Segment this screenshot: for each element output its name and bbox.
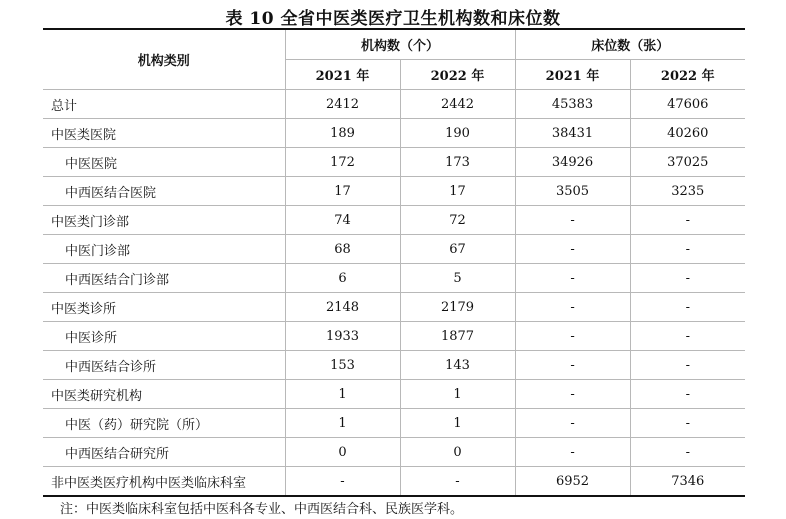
cell-value: -	[285, 467, 400, 497]
cell-value: 173	[400, 148, 515, 177]
cell-value: -	[515, 264, 630, 293]
cell-value: -	[630, 293, 745, 322]
table-row	[43, 206, 745, 235]
table-row	[43, 409, 745, 438]
table-row	[43, 119, 745, 148]
table-footnote: 注：中医类临床科室包括中医科各专业、中西医结合科、民族医学科。	[60, 502, 464, 517]
cell-value: -	[515, 438, 630, 467]
institutions-header: 机构数（个）	[285, 29, 515, 60]
table-row	[43, 322, 745, 351]
cell-value: -	[630, 351, 745, 380]
cell-value: 1	[400, 409, 515, 438]
cell-value: 38431	[515, 119, 630, 148]
table-row	[43, 351, 745, 380]
cell-value: -	[630, 409, 745, 438]
table-row	[43, 148, 745, 177]
cell-value: 0	[285, 438, 400, 467]
cell-value: 68	[285, 235, 400, 264]
cell-value: 1933	[285, 322, 400, 351]
row-label: 非中医类医疗机构中医类临床科室	[43, 467, 285, 497]
category-header: 机构类别	[43, 29, 285, 90]
cell-value: 67	[400, 235, 515, 264]
cell-value: 40260	[630, 119, 745, 148]
cell-value: 189	[285, 119, 400, 148]
data-table	[43, 28, 745, 497]
cell-value: 3505	[515, 177, 630, 206]
cell-value: 6	[285, 264, 400, 293]
row-label: 中西医结合诊所	[43, 351, 285, 380]
cell-value: 74	[285, 206, 400, 235]
table-row	[43, 293, 745, 322]
row-label: 中医诊所	[43, 322, 285, 351]
cell-value: -	[400, 467, 515, 497]
cell-value: 143	[400, 351, 515, 380]
cell-value: 72	[400, 206, 515, 235]
cell-value: 5	[400, 264, 515, 293]
table-row	[43, 235, 745, 264]
cell-value: -	[515, 380, 630, 409]
cell-value: 3235	[630, 177, 745, 206]
cell-value: 172	[285, 148, 400, 177]
row-label: 中西医结合研究所	[43, 438, 285, 467]
cell-value: -	[630, 235, 745, 264]
row-label: 中医类门诊部	[43, 206, 285, 235]
year-header: 2022 年	[630, 60, 745, 90]
cell-value: -	[515, 322, 630, 351]
cell-value: -	[630, 380, 745, 409]
cell-value: 1	[400, 380, 515, 409]
cell-value: -	[630, 438, 745, 467]
year-header: 2021 年	[515, 60, 630, 90]
cell-value: 2179	[400, 293, 515, 322]
table-row	[43, 264, 745, 293]
cell-value: 1	[285, 380, 400, 409]
table-row	[43, 380, 745, 409]
cell-value: -	[630, 264, 745, 293]
cell-value: 7346	[630, 467, 745, 497]
row-label: 中医医院	[43, 148, 285, 177]
row-label: 中医类研究机构	[43, 380, 285, 409]
row-label: 中医门诊部	[43, 235, 285, 264]
cell-value: 47606	[630, 90, 745, 119]
cell-value: -	[515, 351, 630, 380]
cell-value: 2412	[285, 90, 400, 119]
cell-value: 17	[285, 177, 400, 206]
cell-value: 1877	[400, 322, 515, 351]
year-header: 2022 年	[400, 60, 515, 90]
year-header: 2021 年	[285, 60, 400, 90]
cell-value: 2442	[400, 90, 515, 119]
cell-value: -	[630, 206, 745, 235]
table-row	[43, 438, 745, 467]
row-label: 中医类诊所	[43, 293, 285, 322]
cell-value: 17	[400, 177, 515, 206]
cell-value: 0	[400, 438, 515, 467]
row-label: 中医类医院	[43, 119, 285, 148]
cell-value: -	[515, 235, 630, 264]
row-label: 中西医结合医院	[43, 177, 285, 206]
row-label: 中医（药）研究院（所）	[43, 409, 285, 438]
table-row	[43, 177, 745, 206]
cell-value: 1	[285, 409, 400, 438]
cell-value: -	[630, 322, 745, 351]
beds-header: 床位数（张）	[515, 29, 745, 60]
cell-value: 37025	[630, 148, 745, 177]
cell-value: 34926	[515, 148, 630, 177]
table-title: 表 10 全省中医类医疗卫生机构数和床位数	[225, 9, 561, 29]
cell-value: 190	[400, 119, 515, 148]
row-label: 总计	[43, 90, 285, 119]
cell-value: 45383	[515, 90, 630, 119]
table-row	[43, 90, 745, 119]
cell-value: 6952	[515, 467, 630, 497]
cell-value: 2148	[285, 293, 400, 322]
row-label: 中西医结合门诊部	[43, 264, 285, 293]
table-row	[43, 467, 745, 497]
cell-value: -	[515, 409, 630, 438]
cell-value: -	[515, 293, 630, 322]
cell-value: 153	[285, 351, 400, 380]
cell-value: -	[515, 206, 630, 235]
